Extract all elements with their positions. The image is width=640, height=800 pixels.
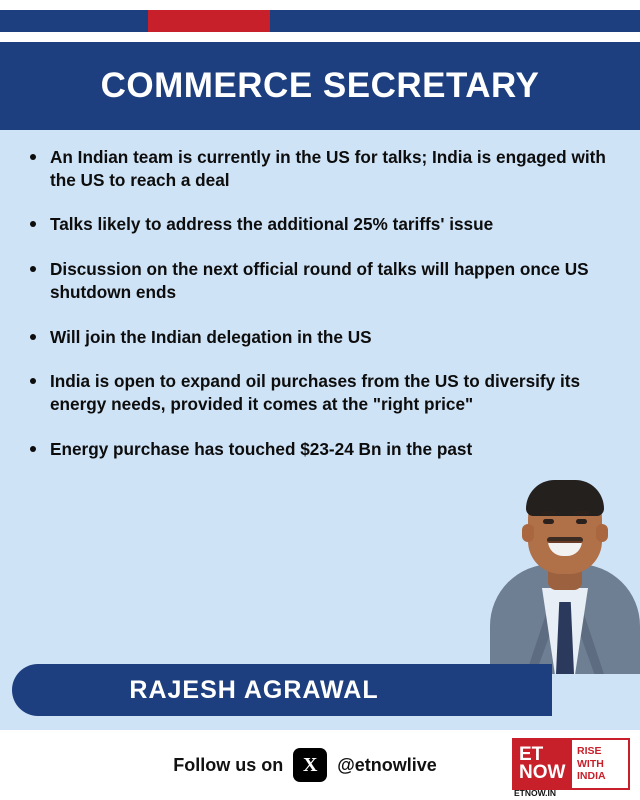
photo-hair [526,480,604,516]
logo-tagline-line2: WITH [577,757,604,770]
page-title: COMMERCE SECRETARY [100,66,540,105]
photo-eyebrow-left [541,511,556,515]
logo-et-text: ET [519,743,544,765]
list-item: Will join the Indian delegation in the US [26,326,614,349]
header-band [0,42,640,130]
top-strip-red-middle [148,10,270,32]
follow-label: Follow us on [173,754,284,775]
top-strip-navy-right [270,10,640,32]
et-now-wordmark [514,740,572,788]
footer-bar [0,730,640,800]
person-name: RAJESH AGRAWAL [129,675,379,704]
portrait-photo [490,444,640,674]
photo-ear-right [596,524,608,542]
photo-eye-left [543,519,554,524]
list-item: Energy purchase has touched $23-24 Bn in the past [26,438,614,461]
content-area [0,130,640,730]
top-strip-navy-left [0,10,148,32]
logo-tagline-line1: RISE [577,745,602,758]
logo-website-url: ETNOW.IN [514,788,557,798]
list-item: An Indian team is currently in the US for talks; India is engaged with the US to reach a deal [26,146,614,191]
logo-now-text: NOW [519,762,566,783]
photo-ear-left [522,524,534,542]
logo-tagline [572,740,628,788]
social-handle[interactable]: @etnowlive [337,754,437,775]
logo-tagline-line3: INDIA [577,770,606,783]
follow-us-group [173,748,437,782]
top-decor-strip [0,0,640,42]
name-banner [12,664,552,716]
photo-eye-right [576,519,587,524]
list-item: Discussion on the next official round of talks will happen once US shutdown ends [26,258,614,303]
list-item: India is open to expand oil purchases from the US to diversify its energy needs, provided it comes at the "right price" [26,370,614,415]
x-twitter-icon[interactable]: X [293,748,327,782]
photo-eyebrow-right [574,511,589,515]
et-now-logo [512,738,630,790]
bullet-list [26,146,614,482]
list-item: Talks likely to address the additional 25% tariffs' issue [26,213,614,236]
